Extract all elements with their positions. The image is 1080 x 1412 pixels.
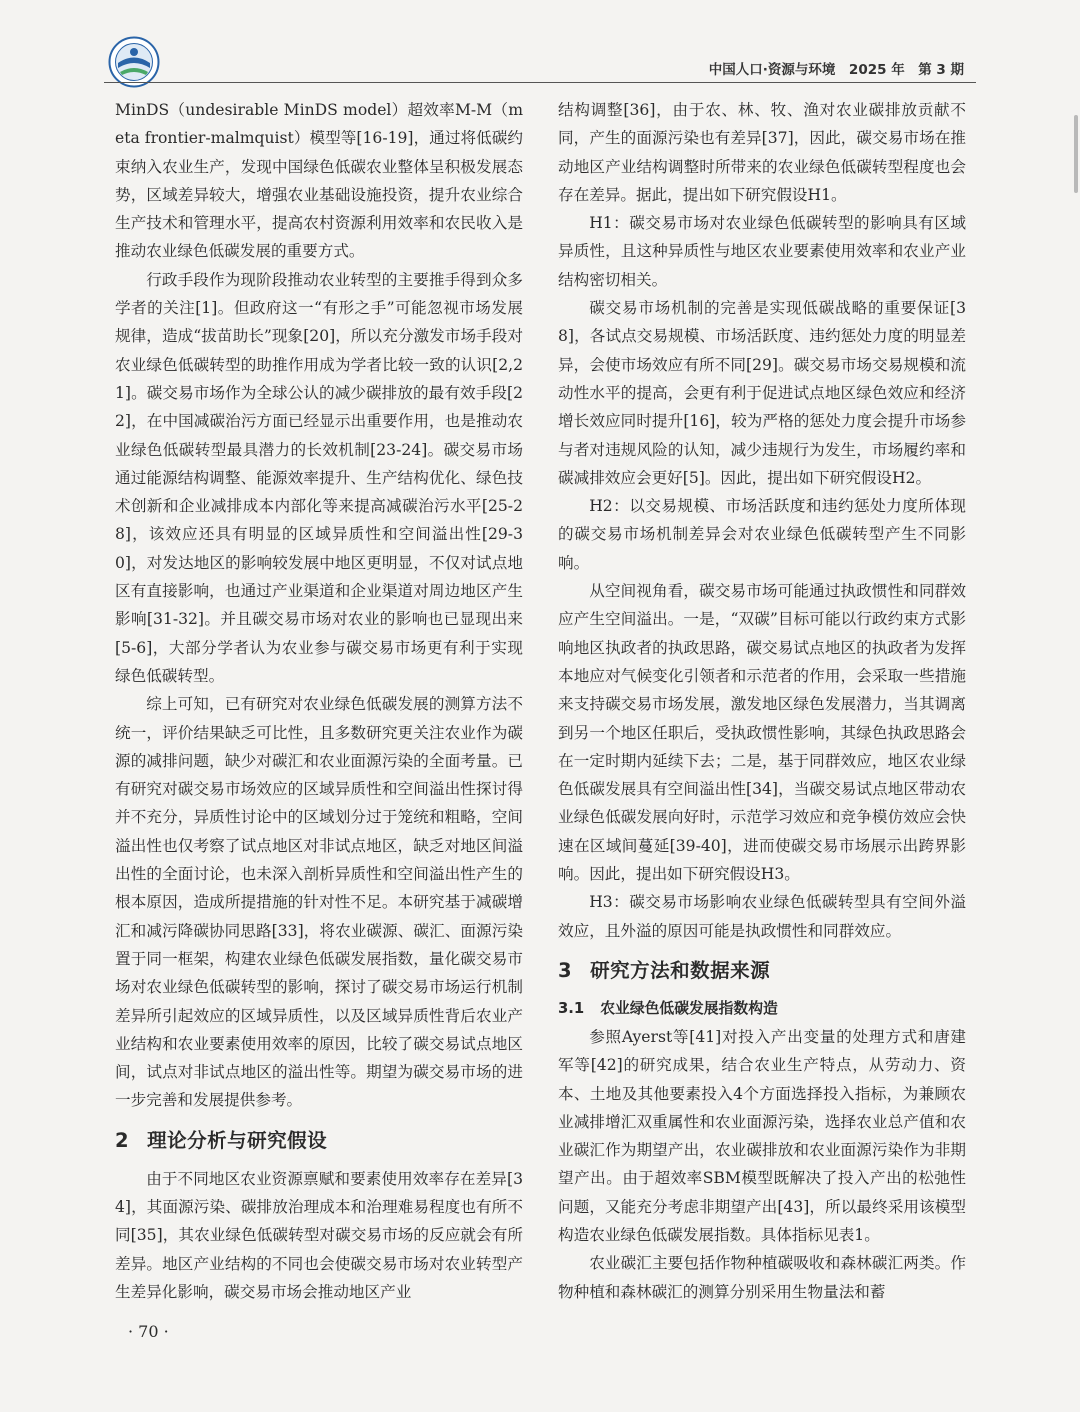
section-title: 研究方法和数据来源	[590, 958, 771, 982]
subsection-number: 3.1	[558, 999, 585, 1017]
left-column	[115, 96, 523, 1306]
header-rule	[104, 82, 976, 83]
journal-logo	[108, 36, 160, 88]
subsection-heading-3-1	[558, 995, 966, 1023]
paragraph: 农业碳汇主要包括作物种植碳吸收和森林碳汇两类。作物种植和森林碳汇的测算分别采用生物量法和蓄	[558, 1254, 966, 1301]
hypothesis-h3: H3：碳交易市场影响农业绿色低碳转型具有空间外溢效应，且外溢的原因可能是执政惯性和同群效应。	[558, 893, 966, 940]
journal-header: 中国人口·资源与环境 2025 年 第 3 期	[708, 62, 964, 78]
hypothesis-h1: H1：碳交易市场对农业绿色低碳转型的影响具有区域异质性，且这种异质性与地区农业要素使用效率和农业产业结构密切相关。	[558, 214, 966, 289]
section-heading-2	[115, 1126, 523, 1156]
paragraph: 参照Ayerst等[41]对投入产出变量的处理方式和唐建军等[42]的研究成果，结合农业生产特点，从劳动力、资本、土地及其他要素投入4个方面选择投入指标，为兼顾农业减排增汇双重属性和农业面源污染，选择农业总产值和农业碳汇作为期望产出，农业碳排放和农业面源污染作为非期望产出。由于超效率SBM模型既解决了投入产出的松弛性问题，又能充分考虑非期望产出[43]，所以最终采用该模型构造农业绿色低碳发展指数。具体指标见表1。	[558, 1027, 966, 1244]
paragraph: 从空间视角看，碳交易市场可能通过执政惯性和同群效应产生空间溢出。一是，“双碳”目标可能以行政约束方式影响地区执政者的执政思路，碳交易试点地区的执政者为发挥本地应对气候变化引领者和示范者的作用，会采取一些措施来支持碳交易市场发展，激发地区绿色发展潜力，当其调离到另一个地区任职后，受执政惯性影响，其绿色执政思路会在一定时期内延续下去；二是，基于同群效应，地区农业绿色低碳发展具有空间溢出性[34]，当碳交易试点地区带动农业绿色低碳发展向好时，示范学习效应和竞争模仿效应会快速在区域间蔓延[39-40]，进而使碳交易市场展示出跨界影响。因此，提出如下研究假设H3。	[558, 582, 966, 884]
paragraph: 碳交易市场机制的完善是实现低碳战略的重要保证[38]，各试点交易规模、市场活跃度、违约惩处力度的明显差异，会使市场效应有所不同[29]。碳交易市场交易规模和流动性水平的提高，会更有利于促进试点地区绿色效应和经济增长效应同时提升[16]，较为严格的惩处力度会提升市场参与者对违规风险的认知，减少违规行为发生，市场履约率和碳减排效应会更好[5]。因此，提出如下研究假设H2。	[558, 299, 966, 487]
section-title: 理论分析与研究假设	[147, 1128, 328, 1152]
page-number: · 70 ·	[128, 1322, 169, 1341]
paragraph: 结构调整[36]，由于农、林、牧、渔对农业碳排放贡献不同，产生的面源污染也有差异[37]，因此，碳交易市场在推动地区产业结构调整时所带来的农业绿色低碳转型程度也会存在差异。据此，提出如下研究假设H1。	[558, 101, 966, 204]
hypothesis-h2: H2：以交易规模、市场活跃度和违约惩处力度所体现的碳交易市场机制差异会对农业绿色低碳转型产生不同影响。	[558, 497, 966, 572]
section-number: 2	[115, 1128, 130, 1152]
scrollbar[interactable]	[1074, 115, 1078, 193]
right-column	[558, 96, 966, 1306]
section-heading-3	[558, 956, 966, 986]
paragraph: 由于不同地区农业资源禀赋和要素使用效率存在差异[34]，其面源污染、碳排放治理成本和治理难易程度也有所不同[35]，其农业绿色低碳转型对碳交易市场的反应就会有所差异。地区产业结构的不同也会使碳交易市场对农业转型产生差异化影响，碳交易市场会推动地区产业	[115, 1169, 523, 1301]
section-number: 3	[558, 958, 573, 982]
paragraph: MinDS（undesirable MinDS model）超效率M-M（meta frontier-malmquist）模型等[16-19]，通过将低碳约束纳入农业生产，发现中国绿色低碳农业整体呈积极发展态势，区域差异较大，增强农业基础设施投资，提升农业综合生产技术和管理水平，提高农村资源利用效率和农民收入是推动农业绿色低碳发展的重要方式。	[115, 101, 523, 261]
subsection-title: 农业绿色低碳发展指数构造	[600, 999, 778, 1017]
paragraph: 行政手段作为现阶段推动农业转型的主要推手得到众多学者的关注[1]。但政府这一“有形之手”可能忽视市场发展规律，造成“拔苗助长”现象[20]，所以充分激发市场手段对农业绿色低碳转型的助推作用成为学者比较一致的认识[2,21]。碳交易市场作为全球公认的减少碳排放的最有效手段[22]，在中国减碳治污方面已经显示出重要作用，也是推动农业绿色低碳转型最具潜力的长效机制[23-24]。碳交易市场通过能源结构调整、能源效率提升、生产结构优化、绿色技术创新和企业减排成本内部化等来提高减碳治污水平[25-28]，该效应还具有明显的区域异质性和空间溢出性[29-30]，对发达地区的影响较发展中地区更明显，不仅对试点地区有直接影响，也通过产业渠道和企业渠道对周边地区产生影响[31-32]。并且碳交易市场对农业的影响也已显现出来[5-6]，大部分学者认为农业参与碳交易市场更有利于实现绿色低碳转型。	[115, 270, 523, 685]
paragraph: 综上可知，已有研究对农业绿色低碳发展的测算方法不统一，评价结果缺乏可比性，且多数研究更关注农业作为碳源的减排问题，缺少对碳汇和农业面源污染的全面考量。已有研究对碳交易市场效应的区域异质性和空间溢出性探讨得并不充分，异质性讨论中的区域划分过于笼统和粗略，空间溢出性也仅考察了试点地区对非试点地区，缺乏对地区间溢出性的全面讨论，也未深入剖析异质性和空间溢出性产生的根本原因，造成所提措施的针对性不足。本研究基于减碳增汇和减污降碳协同思路[33]，将农业碳源、碳汇、面源污染置于同一框架，构建农业绿色低碳发展指数，量化碳交易市场对农业绿色低碳转型的影响，探讨了碳交易市场运行机制差异所引起效应的区域异质性，以及区域异质性背后农业产业结构和农业要素使用效率的原因，比较了碳交易试点地区间，试点对非试点地区的溢出性等。期望为碳交易市场的进一步完善和发展提供参考。	[115, 695, 523, 1110]
